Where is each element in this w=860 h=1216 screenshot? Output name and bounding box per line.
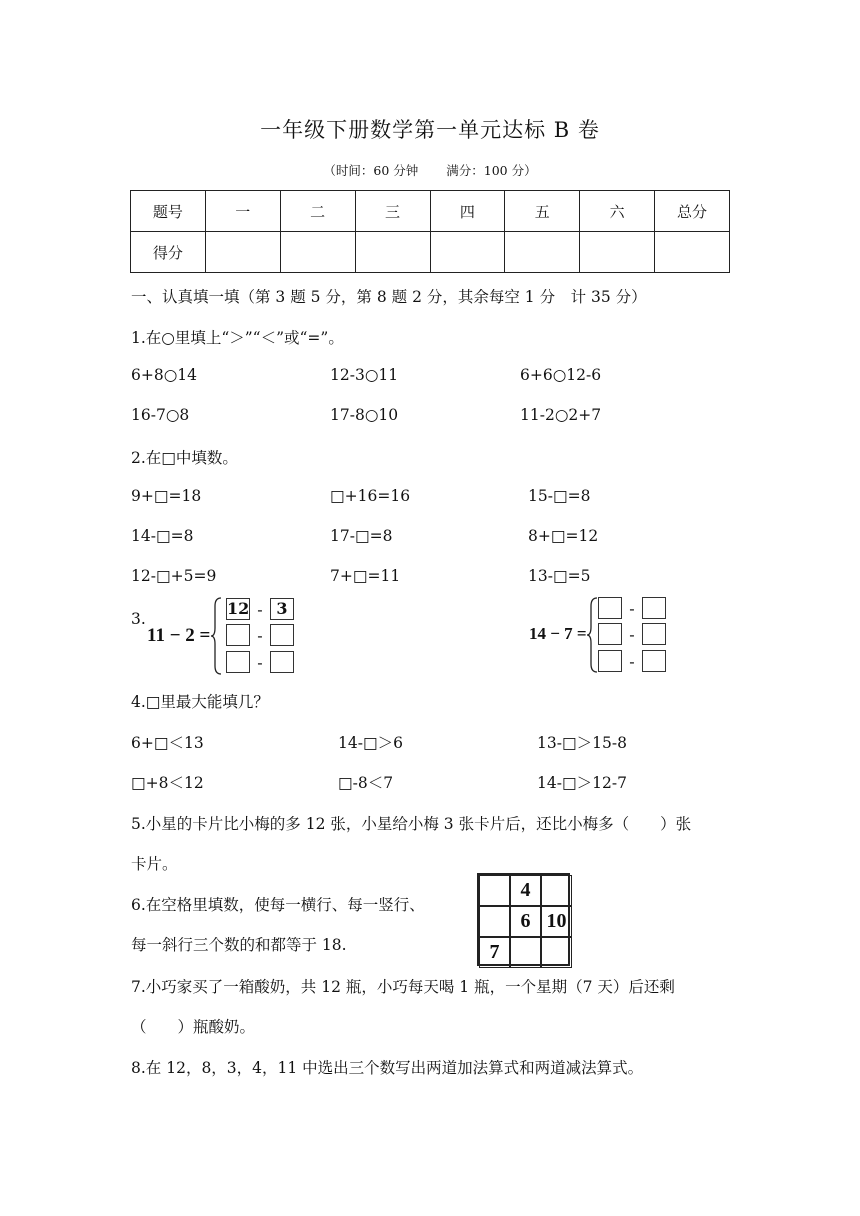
score-input-cell[interactable] (655, 232, 730, 273)
q3-sample-subtrahend: 3 (270, 598, 294, 620)
minus-sign: - (257, 652, 263, 672)
score-table (130, 190, 730, 273)
magic-square-cell: 10 (541, 906, 572, 937)
q3-right-row-3 (598, 650, 666, 672)
magic-square-cell: 7 (479, 937, 510, 968)
exam-info (0, 161, 860, 179)
score-input-cell[interactable] (355, 232, 430, 273)
q2-item[interactable]: □+16=16 (330, 487, 411, 505)
answer-box[interactable] (642, 650, 666, 672)
q3-right-equation: 14 − 7 = (529, 624, 587, 643)
score-header-cell: 三 (355, 191, 430, 232)
q3-right-brace (586, 596, 598, 674)
q2-item[interactable]: 14-□=8 (131, 527, 194, 545)
q5-line-2: 卡片。 (131, 855, 178, 873)
q2-item[interactable]: 7+□=11 (330, 567, 401, 585)
score-input-cell[interactable] (280, 232, 355, 273)
q8-prompt: 8.在 12，8，3，4，11 中选出三个数写出两道加法算式和两道减法算式。 (131, 1059, 644, 1077)
answer-box[interactable] (226, 624, 250, 646)
q3-number: 3. (131, 610, 146, 628)
q4-item[interactable]: 14-□＞12-7 (537, 774, 627, 792)
answer-box[interactable] (598, 650, 622, 672)
minus-sign: - (629, 651, 635, 671)
score-header-cell: 六 (580, 191, 655, 232)
answer-box[interactable] (642, 597, 666, 619)
q4-item[interactable]: 6+□＜13 (131, 734, 204, 752)
page-title: 一年级下册数学第一单元达标 B 卷 (260, 118, 600, 142)
q3-right-row-1 (598, 597, 666, 619)
q2-item[interactable]: 9+□=18 (131, 487, 202, 505)
score-input-cell[interactable] (205, 232, 280, 273)
magic-square-cell[interactable] (479, 875, 510, 906)
q4-item[interactable]: □-8＜7 (338, 774, 394, 792)
q2-item[interactable]: 8+□=12 (528, 527, 599, 545)
q1-prompt: 1.在○里填上“＞”“＜”或“=”。 (131, 329, 344, 347)
q3-left-row-1 (226, 598, 294, 620)
score-header-cell: 题号 (131, 191, 206, 232)
minus-sign: - (257, 625, 263, 645)
q7-line-1: 7.小巧家买了一箱酸奶，共 12 瓶，小巧每天喝 1 瓶，一个星期（7 天）后还剩 (131, 978, 675, 996)
magic-square-grid (477, 873, 570, 966)
minus-sign: - (629, 598, 635, 618)
magic-square-cell[interactable] (541, 875, 572, 906)
q6-line-2: 每一斜行三个数的和都等于 18. (131, 936, 347, 954)
score-table-score-row (131, 232, 730, 273)
score-header-cell: 总分 (655, 191, 730, 232)
magic-square-cell[interactable] (479, 906, 510, 937)
q2-item[interactable]: 12-□+5=9 (131, 567, 217, 585)
q3-sample-minuend: 12 (227, 599, 250, 618)
answer-box[interactable] (598, 623, 622, 645)
q4-item[interactable]: □+8＜12 (131, 774, 204, 792)
q2-item[interactable]: 15-□=8 (528, 487, 591, 505)
score-input-cell[interactable] (430, 232, 505, 273)
q5-line-1: 5.小星的卡片比小梅的多 12 张，小星给小梅 3 张卡片后，还比小梅多（ ）张 (131, 815, 692, 833)
q4-prompt: 4.□里最大能填几？ (131, 693, 269, 711)
q6-line-1: 6.在空格里填数，使每一横行、每一竖行、 (131, 896, 425, 914)
section-1-heading: 一、认真填一填（第 3 题 5 分，第 8 题 2 分，其余每空 1 分 计 35 分） (131, 288, 647, 306)
exam-full-score: 满分：100 分） (446, 163, 537, 178)
minus-sign: - (629, 624, 635, 644)
score-row-label: 得分 (131, 232, 206, 273)
magic-square-cell: 6 (510, 906, 541, 937)
q3-left-row-3 (226, 651, 294, 673)
q2-item[interactable]: 17-□=8 (330, 527, 393, 545)
magic-square-cell[interactable] (510, 937, 541, 968)
answer-box[interactable] (270, 651, 294, 673)
q3-left-row-2 (226, 624, 294, 646)
q3-right-row-2 (598, 623, 666, 645)
score-table-header-row (131, 191, 730, 232)
q7-line-2: （ ）瓶酸奶。 (131, 1018, 256, 1036)
q1-item[interactable]: 11-2○2+7 (520, 406, 602, 424)
answer-box[interactable] (270, 624, 294, 646)
q3-left-equation: 11 − 2 = (147, 625, 211, 646)
answer-box[interactable] (598, 597, 622, 619)
answer-box[interactable] (226, 651, 250, 673)
exam-time: （时间：60 分钟 (323, 163, 419, 178)
magic-square-cell: 4 (510, 875, 541, 906)
score-input-cell[interactable] (580, 232, 655, 273)
score-header-cell: 五 (505, 191, 580, 232)
score-header-cell: 四 (430, 191, 505, 232)
answer-box[interactable] (642, 623, 666, 645)
q1-item[interactable]: 17-8○10 (330, 406, 399, 424)
minus-sign: - (257, 599, 263, 619)
score-input-cell[interactable] (505, 232, 580, 273)
score-header-cell: 二 (280, 191, 355, 232)
q1-item[interactable]: 12-3○11 (330, 366, 399, 384)
q1-item[interactable]: 6+6○12-6 (520, 366, 602, 384)
score-header-cell: 一 (205, 191, 280, 232)
q2-prompt: 2.在□中填数。 (131, 449, 238, 467)
q4-item[interactable]: 14-□＞6 (338, 734, 403, 752)
magic-square-cell[interactable] (541, 937, 572, 968)
q4-item[interactable]: 13-□＞15-8 (537, 734, 627, 752)
q2-item[interactable]: 13-□=5 (528, 567, 591, 585)
q1-item[interactable]: 6+8○14 (131, 366, 197, 384)
q3-left-brace (210, 596, 222, 676)
q1-item[interactable]: 16-7○8 (131, 406, 190, 424)
